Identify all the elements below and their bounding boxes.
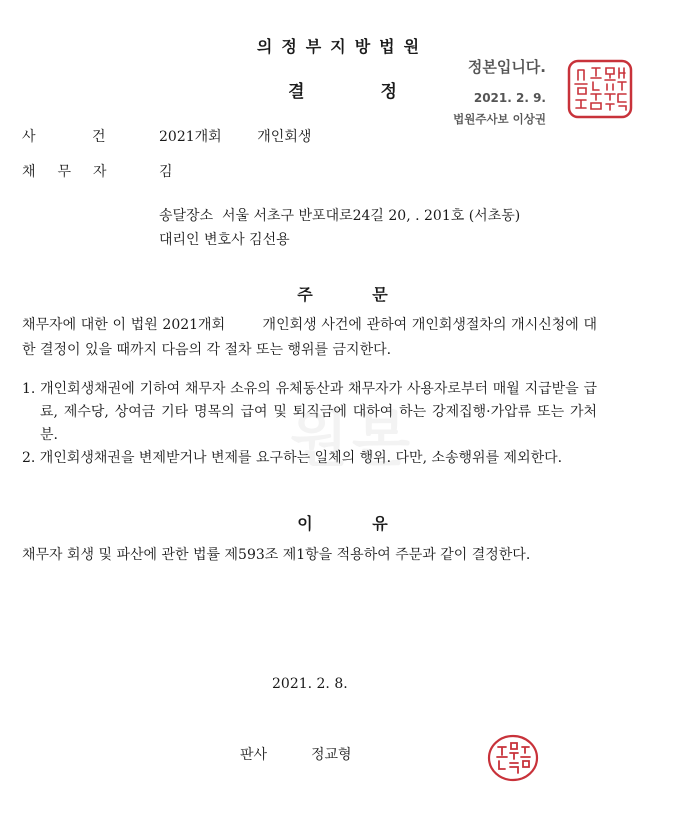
order-item: 1. 개인회생채권에 기하여 채무자 소유의 유체동산과 채무자가 사용자로부터 매월 지급받을 급료, 제수당, 상여금 기타 명목의 급여 및 퇴직금에 대하여 하는 강제집행·가압류 또는 가처분. xyxy=(22,381,597,443)
court-seal-icon xyxy=(566,58,634,120)
certification-clerk: 법원주사보 이상권 xyxy=(453,112,546,126)
decision-date: 2021. 2. 8. xyxy=(272,676,348,692)
judge-name: 정교형 xyxy=(311,747,352,763)
judge-seal-icon xyxy=(486,733,540,783)
case-value: 2021개회 개인회생 xyxy=(159,129,312,145)
court-name: 의정부지방법원 xyxy=(256,37,429,56)
document-type: 결 정 xyxy=(288,82,397,102)
certification-label: 정본입니다. xyxy=(467,58,546,76)
reason-text: 채무자 회생 및 파산에 관한 법률 제593조 제1항을 적용하여 주문과 같이 결정한다. xyxy=(22,547,531,563)
order-intro: 채무자에 대한 이 법원 2021개회 개인회생 사건에 관하여 개인회생절차의 개시신청에 대한 결정이 있을 때까지 다음의 각 절차 또는 행위를 금지한다. xyxy=(22,317,597,358)
debtor-label: 채무자 xyxy=(22,164,129,180)
watermark: 원본 xyxy=(290,405,414,475)
judge-title: 판사 xyxy=(240,747,268,763)
debtor-value: 김 xyxy=(159,164,173,180)
certification-date: 2021. 2. 9. xyxy=(473,91,546,105)
order-items xyxy=(22,378,597,470)
order-heading: 주 문 xyxy=(297,285,388,304)
order-item: 2. 개인회생채권을 변제받거나 변제를 요구하는 일체의 행위. 다만, 소송행위를 제외한다. xyxy=(22,450,563,466)
delivery-address: 송달장소 서울 서초구 반포대로24길 20, . 201호 (서초동) xyxy=(159,208,521,224)
certification-stamp xyxy=(438,56,546,127)
reason-heading: 이 유 xyxy=(297,514,388,533)
legal-agent: 대리인 변호사 김선용 xyxy=(159,232,290,248)
case-label: 사 건 xyxy=(22,129,132,145)
